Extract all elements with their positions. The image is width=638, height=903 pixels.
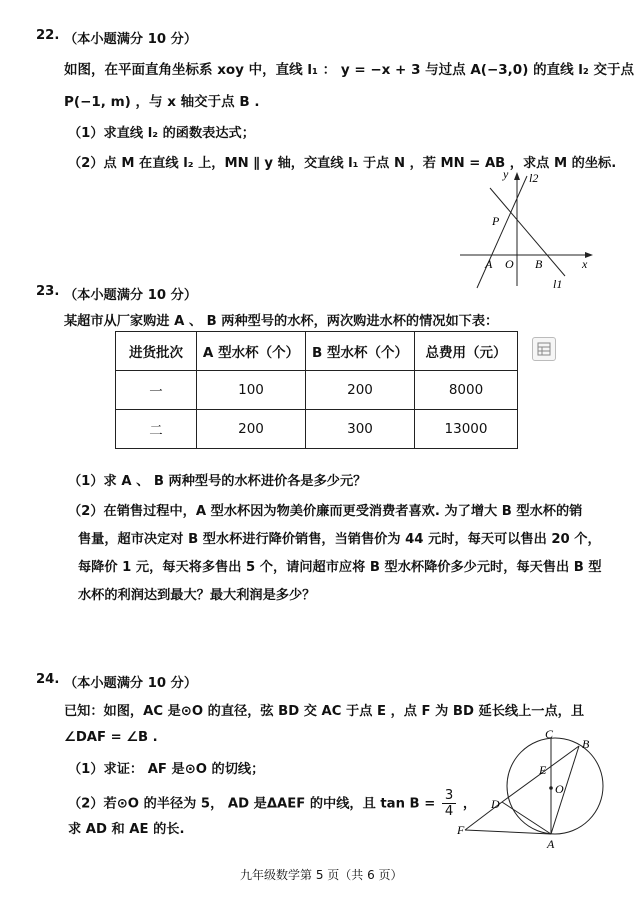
label-B: B xyxy=(582,737,590,751)
q23-intro: 某超市从厂家购进 A 、 B 两种型号的水杯，两次购进水杯的情况如下表： xyxy=(64,314,499,329)
q24-sub2 xyxy=(68,788,476,819)
q22-coordinate-figure xyxy=(455,168,605,293)
label-D: D xyxy=(491,797,500,811)
q24-sub1: （1）求证： AF 是⊙O 的切线； xyxy=(68,762,265,777)
line-l2 xyxy=(477,176,527,288)
q24-number: 24. xyxy=(36,672,60,687)
table-header: 总费用（元） xyxy=(415,332,518,371)
table-header: A 型水杯（个） xyxy=(197,332,306,371)
fraction-denominator: 4 xyxy=(444,804,454,819)
q24-sub2-comma: ， xyxy=(462,796,477,812)
q22-sub2: （2）点 M 在直线 l₂ 上，MN ∥ y 轴，交直线 l₁ 于点 N ，若 MN = AB ，求点 M 的坐标. xyxy=(68,156,617,171)
q22-number: 22. xyxy=(36,28,60,43)
q23-sub2-line3: 每降价 1 元，每天将多售出 5 个，请问超市应将 B 型水杯降价多少元时，每天售出 B 型 xyxy=(78,560,602,575)
label-O: O xyxy=(505,257,514,271)
q24-line1: 已知：如图，AC 是⊙O 的直径，弦 BD 交 AC 于点 E ，点 F 为 BD 延长线上一点，且 xyxy=(64,704,585,719)
label-B: B xyxy=(535,257,543,271)
q23-sub2-line1: （2）在销售过程中，A 型水杯因为物美价廉而更受消费者喜欢. 为了增大 B 型水杯的销 xyxy=(68,504,583,519)
purchase-table xyxy=(115,331,518,449)
label-A: A xyxy=(547,837,555,851)
table-icon[interactable] xyxy=(532,337,556,361)
table-row xyxy=(116,410,518,449)
q23-sub2-line4: 水杯的利润达到最大？最大利润是多少？ xyxy=(78,588,316,603)
q22-line2: P(−1, m) ，与 x 轴交于点 B . xyxy=(64,94,260,110)
table-cell: 一 xyxy=(116,371,197,410)
label-O: O xyxy=(555,782,564,796)
label-l1: l1 xyxy=(553,277,563,291)
label-A: A xyxy=(485,257,493,271)
table-cell: 300 xyxy=(306,410,415,449)
label-P: P xyxy=(492,214,500,228)
center-O-dot xyxy=(549,786,553,790)
q23-sub2-line2: 售量，超市决定对 B 型水杯进行降价销售，当销售价为 44 元时，每天可以售出 20 个， xyxy=(78,532,601,547)
line-l1 xyxy=(490,188,565,276)
q24-circle-figure xyxy=(455,728,615,853)
q24-score: （本小题满分 10 分） xyxy=(64,676,198,691)
table-cell: 200 xyxy=(306,371,415,410)
q24-line2: ∠DAF = ∠B . xyxy=(64,730,158,745)
label-E: E xyxy=(539,763,547,777)
table-header: 进货批次 xyxy=(116,332,197,371)
label-x: x xyxy=(582,257,588,271)
table-cell: 200 xyxy=(197,410,306,449)
label-y: y xyxy=(503,168,509,181)
q23-number: 23. xyxy=(36,284,60,299)
table-cell: 二 xyxy=(116,410,197,449)
q22-score: （本小题满分 10 分） xyxy=(64,32,198,47)
q23-score: （本小题满分 10 分） xyxy=(64,288,198,303)
q24-sub2-text: （2）若⊙O 的半径为 5， AD 是ΔAEF 的中线，且 tan B = xyxy=(68,796,436,812)
table-cell: 13000 xyxy=(415,410,518,449)
table-row xyxy=(116,371,518,410)
table-cell: 8000 xyxy=(415,371,518,410)
fraction-numerator: 3 xyxy=(442,788,456,804)
q22-line1: 如图，在平面直角坐标系 xoy 中，直线 l₁ ： y = −x + 3 与过点 A(−3,0) 的直线 l₂ 交于点 xyxy=(64,62,635,78)
label-C: C xyxy=(545,728,554,741)
table-header-row xyxy=(116,332,518,371)
label-l2: l2 xyxy=(529,171,539,185)
q22-sub1: （1）求直线 l₂ 的函数表达式； xyxy=(68,126,255,141)
table-header: B 型水杯（个） xyxy=(306,332,415,371)
q23-sub1: （1）求 A 、 B 两种型号的水杯进价各是多少元？ xyxy=(68,474,367,489)
table-cell: 100 xyxy=(197,371,306,410)
page-footer: 九年级数学第 5 页（共 6 页） xyxy=(240,868,403,882)
segment-AD xyxy=(502,802,551,834)
y-axis-arrow xyxy=(514,172,520,180)
q24-sub2-line2: 求 AD 和 AE 的长. xyxy=(68,822,185,837)
label-F: F xyxy=(457,823,465,837)
